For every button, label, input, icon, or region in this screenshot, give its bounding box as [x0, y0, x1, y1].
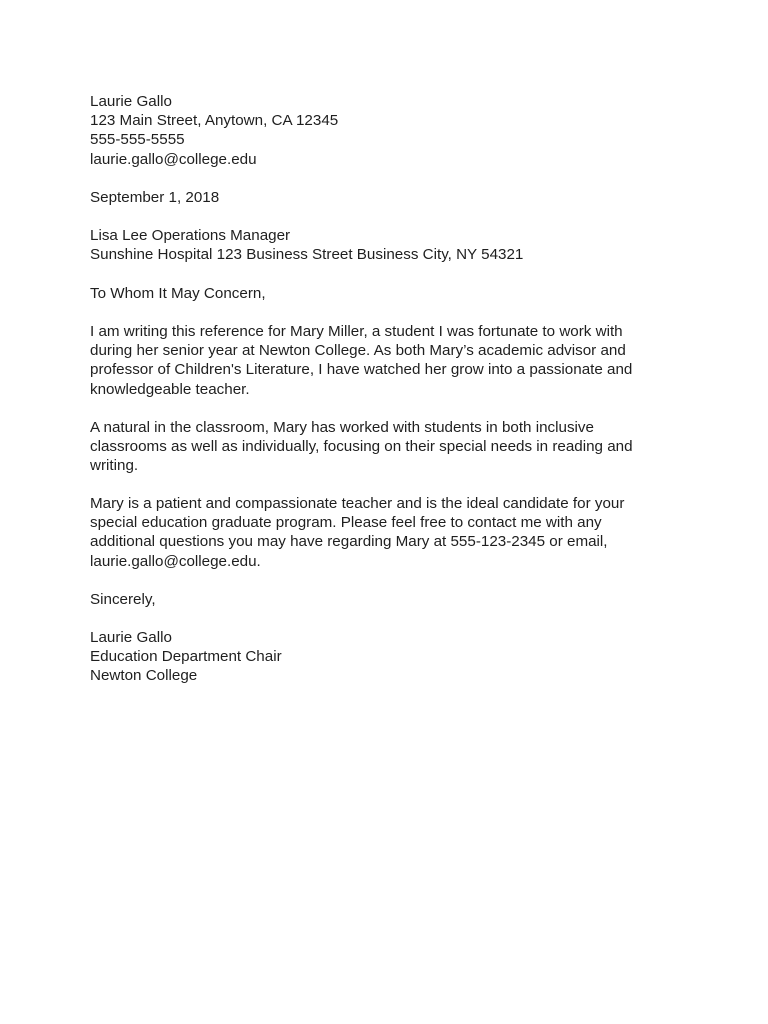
recipient-line-2: Sunshine Hospital 123 Business Street Business City, NY 54321 — [90, 246, 524, 264]
paragraph-line: classrooms as well as individually, focusing on their special needs in reading and — [90, 438, 633, 456]
paragraph-line: knowledgeable teacher. — [90, 380, 250, 398]
sender-email: laurie.gallo@college.edu — [90, 150, 257, 168]
signature-organization: Newton College — [90, 667, 198, 685]
closing: Sincerely, — [90, 591, 156, 608]
paragraph-line: I am writing this reference for Mary Miller, a student I was fortunate to work with — [90, 323, 623, 340]
salutation: To Whom It May Concern, — [90, 285, 266, 302]
paragraph-line: A natural in the classroom, Mary has worked with students in both inclusive — [90, 419, 594, 436]
recipient-line-1: Lisa Lee Operations Manager — [90, 227, 291, 244]
recipient-block — [90, 226, 690, 264]
body-paragraph-3 — [90, 494, 690, 571]
signature-title: Education Department Chair — [90, 648, 282, 666]
sender-block — [90, 92, 690, 169]
signature-block — [90, 628, 690, 686]
sender-address: 123 Main Street, Anytown, CA 12345 — [90, 112, 339, 130]
sender-name: Laurie Gallo — [90, 93, 172, 110]
paragraph-line: during her senior year at Newton College. As both Mary’s academic advisor and — [90, 342, 626, 360]
sender-phone: 555-555-5555 — [90, 131, 185, 149]
paragraph-line: additional questions you may have regarding Mary at 555-123-2345 or email, — [90, 533, 608, 551]
body-paragraph-2 — [90, 418, 690, 476]
body-paragraph-1 — [90, 322, 690, 399]
signature-name: Laurie Gallo — [90, 629, 172, 646]
salutation-block — [90, 284, 690, 303]
paragraph-line: writing. — [90, 457, 139, 475]
paragraph-line: Mary is a patient and compassionate teacher and is the ideal candidate for your — [90, 495, 625, 512]
closing-block — [90, 590, 690, 609]
letter-date: September 1, 2018 — [90, 189, 220, 206]
date-block — [90, 188, 690, 207]
paragraph-line: professor of Children's Literature, I have watched her grow into a passionate and — [90, 361, 633, 379]
paragraph-line: special education graduate program. Please feel free to contact me with any — [90, 514, 602, 532]
paragraph-line: laurie.gallo@college.edu. — [90, 552, 261, 570]
